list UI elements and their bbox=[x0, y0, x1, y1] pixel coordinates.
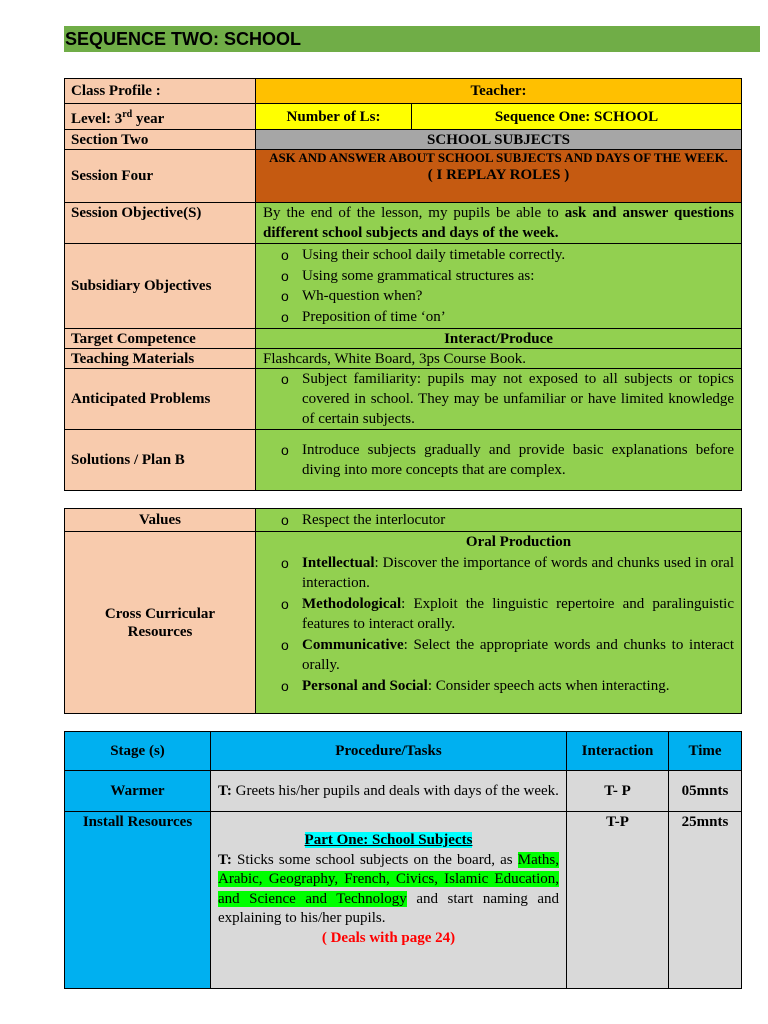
problems-value bbox=[256, 369, 742, 430]
values-label: Values bbox=[65, 509, 256, 532]
objective-value: By the end of the lesson, my pupils be able to ask and answer questions different school subjects and days of the week. bbox=[256, 203, 742, 244]
list-item: o Introduce subjects gradually and provide basic explanations before diving into more concepts that are complex. bbox=[281, 440, 734, 480]
procedure-table bbox=[64, 731, 742, 989]
time-header: Time bbox=[669, 732, 742, 771]
lesson-profile-table bbox=[64, 78, 742, 491]
install-text: T: Sticks some school subjects on the board, as Maths, Arabic, Geography, French, Civics, Islamic Education, and Science and Technology and start naming and explaining to his/her pupils. bbox=[218, 851, 559, 926]
competence-value: Interact/Produce bbox=[256, 329, 742, 349]
subsidiary-label: Subsidiary Objectives bbox=[65, 244, 256, 329]
list-item: o Preposition of time ‘on’ bbox=[281, 307, 734, 328]
warmer-interaction: T- P bbox=[567, 771, 669, 812]
deals-with-page: ( Deals with page 24) bbox=[321, 929, 456, 946]
session-role: ( I REPLAY ROLES ) bbox=[427, 167, 570, 183]
list-item: o Using some grammatical structures as: bbox=[281, 266, 734, 287]
teacher-label: Teacher: bbox=[256, 79, 742, 104]
list-item: o Personal and Social: Consider speech acts when interacting. bbox=[281, 676, 734, 697]
materials-value: Flashcards, White Board, 3ps Course Book. bbox=[256, 349, 742, 369]
sequence-one: Sequence One: SCHOOL bbox=[412, 104, 742, 130]
sequence-title: SEQUENCE TWO: SCHOOL bbox=[64, 26, 760, 52]
list-item: o Wh-question when? bbox=[281, 286, 734, 307]
section-label: Section Two bbox=[65, 130, 256, 150]
list-item: o Respect the interlocutor bbox=[281, 511, 734, 529]
values-table bbox=[64, 508, 742, 714]
session-label: Session Four bbox=[65, 150, 256, 203]
warmer-time: 05mnts bbox=[669, 771, 742, 812]
cross-curricular-value bbox=[256, 532, 742, 714]
warmer-stage: Warmer bbox=[65, 771, 211, 812]
section-value: SCHOOL SUBJECTS bbox=[256, 130, 742, 150]
values-value bbox=[256, 509, 742, 532]
list-item: o Communicative: Select the appropriate words and chunks to interact orally. bbox=[281, 635, 734, 676]
install-interaction: T-P bbox=[567, 812, 669, 989]
class-profile-label: Class Profile : bbox=[65, 79, 256, 104]
objective-label: Session Objective(S) bbox=[65, 203, 256, 244]
list-item: o Intellectual: Discover the importance of words and chunks used in oral interaction. bbox=[281, 553, 734, 594]
subsidiary-list bbox=[256, 245, 741, 327]
competence-label: Target Competence bbox=[65, 329, 256, 349]
stage-header: Stage (s) bbox=[65, 732, 211, 771]
problems-label: Anticipated Problems bbox=[65, 369, 256, 430]
solutions-label: Solutions / Plan B bbox=[65, 430, 256, 491]
oral-production-heading: Oral Production bbox=[465, 534, 572, 550]
install-stage: Install Resources bbox=[65, 812, 211, 989]
subsidiary-value bbox=[256, 244, 742, 329]
procedure-header: Procedure/Tasks bbox=[211, 732, 567, 771]
table-row bbox=[65, 812, 742, 989]
number-of-learners: Number of Ls: bbox=[256, 104, 412, 130]
cross-curricular-list bbox=[256, 553, 741, 697]
warmer-procedure: T: Greets his/her pupils and deals with days of the week. bbox=[211, 771, 567, 812]
part-one-title: Part One: School Subjects bbox=[304, 832, 473, 848]
interaction-header: Interaction bbox=[567, 732, 669, 771]
cross-curricular-label: Cross Curricular Resources bbox=[65, 532, 256, 714]
solutions-value bbox=[256, 430, 742, 491]
session-value bbox=[256, 150, 742, 203]
list-item: o Methodological: Exploit the linguistic repertoire and paralinguistic features to interact orally. bbox=[281, 594, 734, 635]
list-item: o Subject familiarity: pupils may not exposed to all subjects or topics covered in school. They may be unfamiliar or have limited knowledge of certain subjects. bbox=[281, 369, 734, 429]
level-label: Level: 3rd year bbox=[65, 104, 256, 130]
table-row bbox=[65, 771, 742, 812]
subjects-list: Maths, Arabic, Geography, French, Civics, Islamic Education, and Science and Technology bbox=[218, 851, 559, 907]
list-item: o Using their school daily timetable correctly. bbox=[281, 245, 734, 266]
session-title: ASK AND ANSWER ABOUT SCHOOL SUBJECTS AND DAYS OF THE WEEK. bbox=[269, 150, 728, 165]
materials-label: Teaching Materials bbox=[65, 349, 256, 369]
install-procedure bbox=[211, 812, 567, 989]
install-time: 25mnts bbox=[669, 812, 742, 989]
